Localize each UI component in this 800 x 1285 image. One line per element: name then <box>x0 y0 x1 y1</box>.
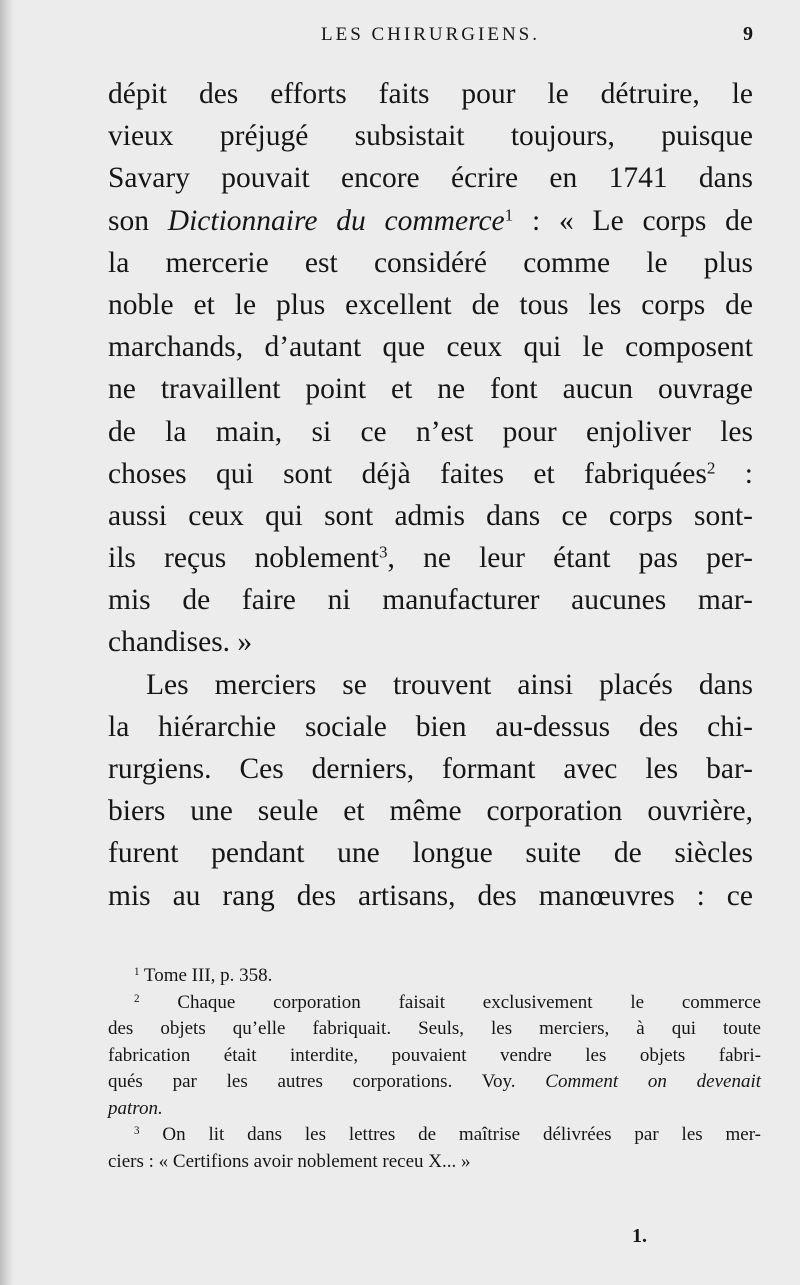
footnote-line <box>108 1043 761 1070</box>
italic-text: Comment on devenait <box>545 1071 762 1092</box>
running-head <box>108 24 753 52</box>
body-line <box>108 664 753 706</box>
text-run: Les merciers se trouvent ainsi placés dans <box>146 668 753 701</box>
body-line <box>108 748 753 790</box>
text-run: aussi ceux qui sont admis dans ce corps sont- <box>108 499 753 532</box>
text-run: fabrication était interdite, pouvaient vendre les objets fabri- <box>108 1044 761 1066</box>
running-title: LES CHIRURGIENS. <box>320 24 540 45</box>
body-line <box>108 411 753 453</box>
body-line <box>108 621 753 663</box>
body-line <box>108 453 753 495</box>
footnote-line <box>108 1122 761 1149</box>
text-run: ciers : « Certifions avoir noblement receu X... » <box>108 1150 471 1172</box>
body-line <box>108 368 753 410</box>
text-run: son <box>108 204 168 237</box>
italic-text: patron. <box>108 1097 163 1119</box>
footnote-line <box>108 1149 761 1176</box>
text-run: furent pendant une longue suite de siècles <box>108 837 753 870</box>
footnotes <box>108 963 761 1175</box>
body-line <box>108 875 753 917</box>
body-line <box>108 157 753 199</box>
text-run: mis de faire ni manufacturer aucunes mar- <box>108 584 753 617</box>
text-run: dépit des efforts faits pour le détruire, le <box>108 78 753 110</box>
text-run: , ne leur étant pas per- <box>387 542 754 575</box>
page-number: 9 <box>743 23 753 45</box>
body-line <box>108 495 753 537</box>
footnote-line <box>108 963 761 990</box>
body-line <box>108 200 753 242</box>
body-line <box>108 832 753 874</box>
body-text <box>108 73 753 917</box>
text-run: Chaque corporation faisait exclusivement le commerce <box>139 991 761 1013</box>
body-line <box>108 115 753 157</box>
body-line <box>108 284 753 326</box>
body-line <box>108 706 753 748</box>
text-run: ils reçus noblement <box>108 542 379 575</box>
text-run: chandises. » <box>108 626 253 659</box>
text-run: : <box>715 457 753 490</box>
text-run: marchands, d’autant que ceux qui le composent <box>108 331 753 364</box>
text-run: de la main, si ce n’est pour enjoliver les <box>108 415 753 448</box>
footnote-marker: 2 <box>134 992 140 1005</box>
footnote-marker: 1 <box>134 965 140 978</box>
text-run: rurgiens. Ces derniers, formant avec les bar- <box>108 753 753 785</box>
body-line <box>108 790 753 832</box>
footnote-line <box>108 990 761 1017</box>
text-run: vieux préjugé subsistait toujours, puisque <box>108 120 753 153</box>
text-run: : « Le corps de <box>513 204 753 237</box>
text-run: des objets qu’elle fabriquait. Seuls, les merciers, à qui toute <box>108 1018 761 1039</box>
footnote-marker: 1 <box>504 205 514 225</box>
body-line <box>108 579 753 621</box>
signature-mark: 1. <box>632 1225 647 1247</box>
footnote-line <box>108 1096 761 1123</box>
text-run: mis au rang des artisans, des manœuvres : ce <box>108 879 753 912</box>
text-run: Tome III, p. 358. <box>139 965 273 986</box>
body-line <box>108 537 753 579</box>
text-run: noble et le plus excellent de tous les corps de <box>108 288 753 321</box>
text-run: la hiérarchie sociale bien au-dessus des chi- <box>108 710 753 743</box>
footnote-line <box>108 1069 761 1096</box>
footnote-marker: 3 <box>134 1124 140 1137</box>
text-run: On lit dans les lettres de maîtrise délivrées par les mer- <box>139 1124 761 1145</box>
text-run: choses qui sont déjà faites et fabriquées <box>108 457 707 490</box>
footnote-marker: 2 <box>706 458 716 478</box>
text-run: Savary pouvait encore écrire en 1741 dans <box>108 162 753 195</box>
footnote-line <box>108 1016 761 1043</box>
text-run: la mercerie est considéré comme le plus <box>108 246 753 279</box>
text-run: qués par les autres corporations. Voy. <box>108 1071 546 1092</box>
footnote-marker: 3 <box>378 542 388 562</box>
body-line <box>108 242 753 284</box>
page-spine-shadow <box>0 0 14 1285</box>
body-line <box>108 326 753 368</box>
body-line <box>108 73 753 115</box>
text-run: ne travaillent point et ne font aucun ouvrage <box>108 373 753 406</box>
italic-text: Dictionnaire du commerce <box>167 204 505 237</box>
text-run: biers une seule et même corporation ouvrière, <box>108 795 753 828</box>
